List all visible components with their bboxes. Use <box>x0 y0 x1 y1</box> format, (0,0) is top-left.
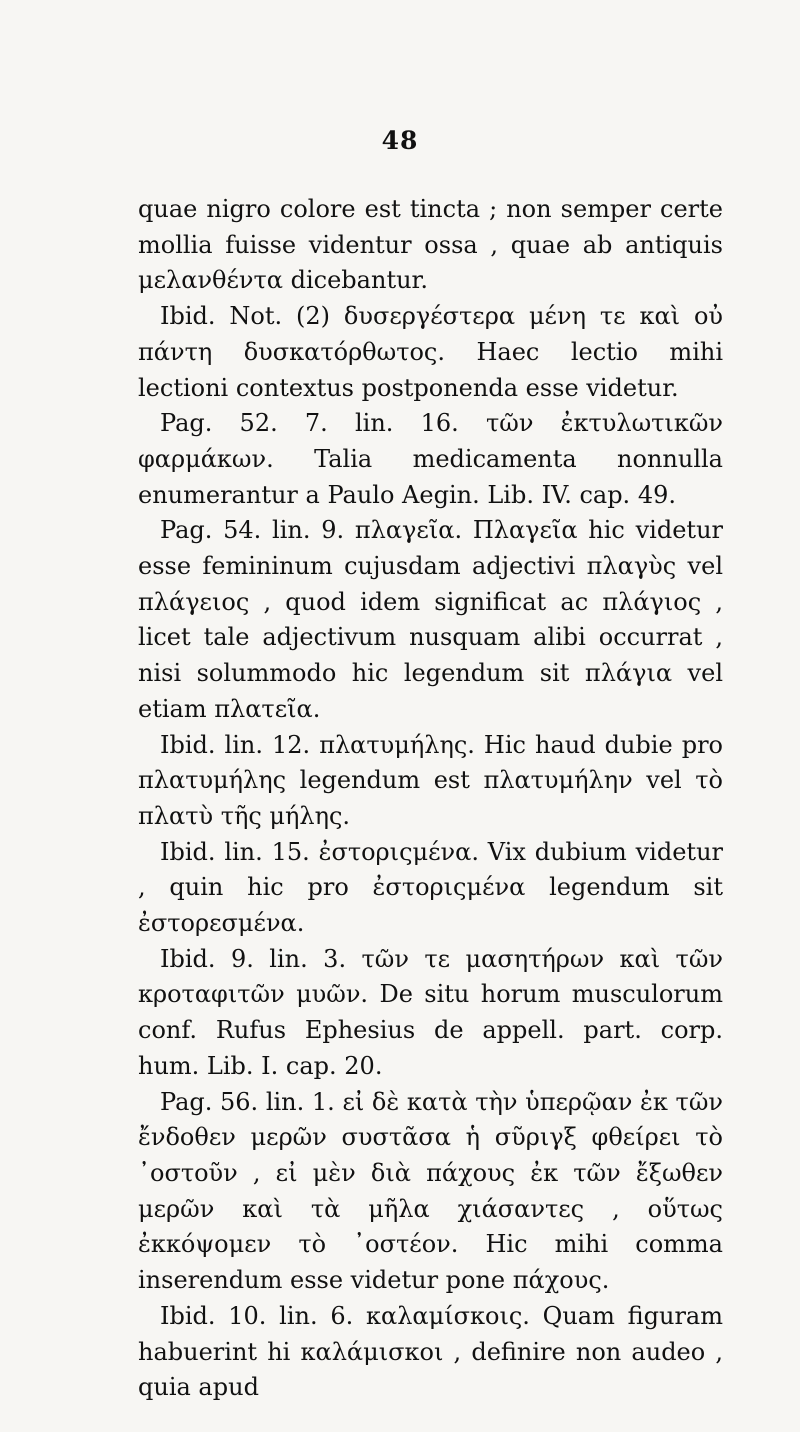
paragraph: Ibid. lin. 12. πλατυμήλης. Hic haud dubie pro πλατυμήλης legendum est πλατυμήλην vel τὸ πλατὺ τῆς μήλης. <box>138 730 723 830</box>
paragraph: Pag. 56. lin. 1. εἰ δὲ κατὰ τὴν ὑπερῷαν ἐκ τῶν ἔνδοθεν μερῶν συστᾶσα ἡ σῦριγξ φθείρει τὸ ᾽οστοῦν , εἰ μὲν διὰ πάχους ἐκ τῶν ἔξωθεν μερῶν καὶ τὰ μῆλα χιάσαντες , οὕτως ἐκκόψομεν τὸ ᾽οστέον. Hic mihi comma inserendum esse videtur pone πάχους. <box>138 1087 723 1295</box>
paragraph: Ibid. lin. 15. ἐστοριςμένα. Vix dubium videtur , quin hic pro ἐστοριςμένα legendum sit ἐστορεσμένα. <box>138 837 723 938</box>
paragraph: Ibid. Not. (2) δυσεργέστερα μένη τε καὶ οὐ πάντη δυσκατόρθωτος. Haec lectio mihi lectioni contextus postponenda esse videtur. <box>138 302 723 402</box>
paragraph: Ibid. 9. lin. 3. τῶν τε μασητήρων καὶ τῶν κροταφιτῶν μυῶν. De situ horum musculorum conf. Rufus Ephesius de appell. part. corp. hum. Lib. I. cap. 20. <box>138 944 723 1080</box>
page-number: 48 <box>381 126 419 155</box>
paragraph: Pag. 52. 7. lin. 16. τῶν ἐκτυλωτικῶν φαρμάκων. Talia medicamenta nonnulla enumerantur a Paulo Aegin. Lib. IV. cap. 49. <box>138 409 723 509</box>
paragraph: Ibid. 10. lin. 6. καλαμίσκοις. Quam figuram habuerint hi καλάμισκοι , definire non audeo , quia apud <box>138 1301 723 1402</box>
page-body <box>138 192 723 1406</box>
paragraph: Pag. 54. lin. 9. πλαγεῖα. Πλαγεῖα hic videtur esse femininum cujusdam adjectivi πλαγὺς vel πλάγειος , quod idem significat ac πλάγιος , licet tale adjectivum nusquam alibi occurrat , nisi solummodo hic legendum sit πλάγια vel etiam πλατεῖα. <box>138 516 723 723</box>
paragraph: quae nigro colore est tincta ; non semper certe mollia fuisse videntur ossa , quae ab antiquis μελανθέντα dicebantur. <box>138 195 723 295</box>
